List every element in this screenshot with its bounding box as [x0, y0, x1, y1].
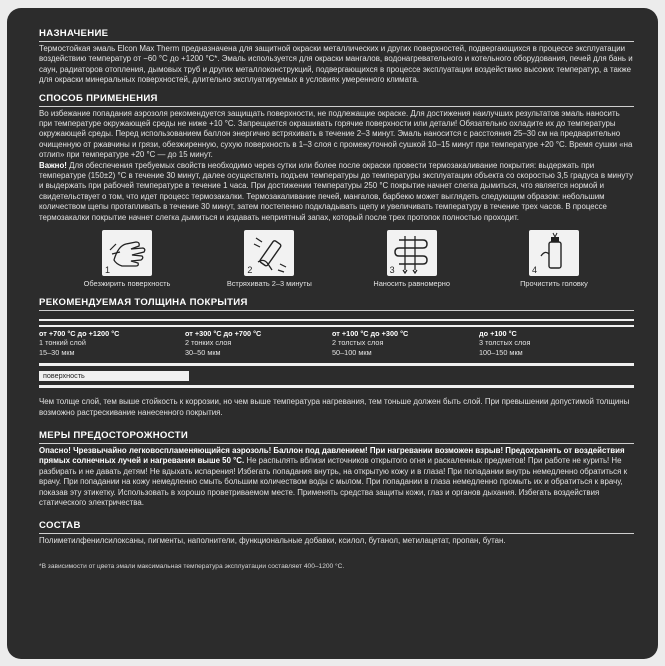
precautions-heading: МЕРЫ ПРЕДОСТОРОЖНОСТИ [39, 430, 634, 444]
thickness-col-4 [479, 329, 530, 357]
step-2-caption: Встряхивать 2–3 минуты [226, 279, 312, 289]
step-4 [488, 230, 620, 288]
composition-heading: СОСТАВ [39, 520, 634, 534]
step-1-caption: Обезжирить поверхность [83, 279, 171, 289]
thickness-col-4-range: до +100 °С [479, 329, 517, 339]
hands-wipe-icon [102, 230, 152, 276]
thickness-bar-top [39, 319, 634, 321]
shake-can-icon [244, 230, 294, 276]
spray-pattern-icon [387, 230, 437, 276]
thickness-col-1-range: от +700 °С до +1200 °С [39, 329, 120, 339]
important-text: Для обеспечения требуемых свойств необходимо через сутки или более после окраски провести термозакаливание покрытия: выдержать при температуре (150±2) °С в течение 30 минут, далее осуществлять подъем температуры до температуры эксплуатации объекта со скоростью 3,5 градуса в минуту и выдержать при рабочей температуре в течение 1 часа. При достижении температуры 250 °С покрытие начнет слегка дымиться, что является нормой и свидетельствует о том, что идет процесс термозакалки. Термозакаливание печей, мангалов, барбекю может выглядеть следующим образом: небольшим количеством щепы протапливать в течение 30 минут, затем постепенно подкладывать щепу и увеличивать температуру в течение трех часов. В процессе термозакалки покрытие начнет слегка дымиться и издавать неприятный запах, который после трех протопок полностью проходит. [39, 160, 634, 222]
thickness-col-3-range: от +100 °С до +300 °С [332, 329, 409, 339]
thickness-heading: РЕКОМЕНДУЕМАЯ ТОЛЩИНА ПОКРЫТИЯ [39, 297, 634, 311]
step-4-caption: Прочистить головку [520, 279, 588, 289]
thickness-col-4-layers: 3 толстых слоя [479, 338, 531, 348]
thickness-col-3 [332, 329, 408, 357]
footnote: *В зависимости от цвета эмали максимальная температура эксплуатации составляет 400–1200 °С. [39, 562, 345, 570]
composition-text: Полиметилфенилсилоксаны, пигменты, наполнители, функциональные добавки, ксилол, бутанол, метилацетат, пропан, бутан. [39, 536, 506, 546]
product-label-panel [7, 8, 658, 659]
step-1-number: 1 [105, 265, 111, 276]
thickness-col-1-layers: 1 тонкий слой [39, 338, 86, 348]
application-text: Во избежание попадания аэрозоля рекомендуется защищать поверхности, не подлежащие окраске. Для достижения наилучших результатов эмаль наносить при температуре окружающей среды не ниже +10 °С. Запрещается окрашивать горячие поверхности или детали! Обязательно охладите их до температуры окружающей среды. Перед использованием баллон энергично встряхивать в течение 2–3 минут. Эмаль наносится с расстояния 25–30 см на предварительно очищенную от ржавчины и грязи, обезжиренную, сухую поверхность в 1–3 слоя с промежуточной сушкой 10–15 минут при температуре +20 °С. Время сушки «на отлип» при температуре +20 °С — до 15 минут. [39, 108, 633, 160]
thickness-col-1 [39, 329, 119, 357]
step-4-number: 4 [531, 265, 537, 276]
step-2 [203, 230, 335, 288]
purpose-heading: НАЗНАЧЕНИЕ [39, 28, 634, 42]
thickness-bar-layers [39, 363, 634, 366]
thickness-col-2-layers: 2 тонких слоя [185, 338, 232, 348]
surface-label: поверхность [39, 371, 189, 381]
important-label: Важно! [39, 160, 67, 170]
step-3-caption: Наносить равномерно [373, 279, 450, 289]
thickness-col-2 [185, 329, 261, 357]
step-3 [346, 230, 478, 288]
precautions-text [39, 446, 634, 508]
precautions-warning: Опасно! Чрезвычайно легковоспламеняющийся аэрозоль! Баллон под давлением! При нагревании возможен взрыв! Предохранять от воздействия прямых солнечных лучей и нагревания выше 50 °С. [39, 445, 625, 466]
clean-nozzle-icon [529, 230, 579, 276]
purpose-text: Термостойкая эмаль Elcon Max Therm предназначена для защитной окраски металлических и других поверхностей, подвергающихся в процессе эксплуатации воздействию температур от −60 °С до +1200 °С*. Эмаль используется для окраски мангалов, водонагревательного и котельного оборудования, печей для бань и саун, радиаторов отопления, дымовых труб и других металлоконструкций, подвергающихся в процессе эксплуатации воздействию высоких температур, а также для окраски минеральных поверхностей, длительно эксплуатируемых в условиях умеренного климата. [39, 44, 633, 85]
thickness-note: Чем толще слой, тем выше стойкость к коррозии, но чем выше температура нагревания, тем тоньше должен быть слой. При превышении допустимой толщины возможно растрескивание нанесенного покрытия. [39, 397, 630, 417]
step-1 [61, 230, 193, 288]
thickness-col-3-microns: 50–100 мкм [332, 347, 372, 357]
thickness-col-3-layers: 2 толстых слоя [332, 338, 384, 348]
thickness-col-1-microns: 15–30 мкм [39, 347, 75, 357]
thickness-bar-bottom [39, 385, 634, 388]
precautions-details: Не распылять вблизи источников открытого огня и раскаленных предметов! При работе не курить! Не разбирать и не давать детям! Не вдыхать испарения! Избегать попадания внутрь, на открытую кожу и в глаза! При попадании внутрь немедленно обратиться к врачу. При попадании на кожу немедленно смыть большим количеством воды с мылом. При попадании в глаза немедленно промыть их и обратиться к врачу, показав эту этикетку. Использовать в хорошо проветриваемом месте. Применять средства защиты кожи, глаз и органов дыхания. Избегать воздействия статического электричества. [39, 456, 628, 507]
step-2-number: 2 [247, 265, 253, 276]
thickness-bar-mid [39, 325, 634, 327]
application-heading: СПОСОБ ПРИМЕНЕНИЯ [39, 93, 634, 107]
step-3-number: 3 [389, 265, 395, 276]
thickness-col-2-microns: 30–50 мкм [185, 347, 221, 357]
thickness-diagram [39, 315, 634, 397]
application-steps [61, 230, 620, 288]
thickness-col-4-microns: 100–150 мкм [479, 347, 523, 357]
important-paragraph [39, 161, 634, 223]
thickness-col-2-range: от +300 °С до +700 °С [185, 329, 262, 339]
